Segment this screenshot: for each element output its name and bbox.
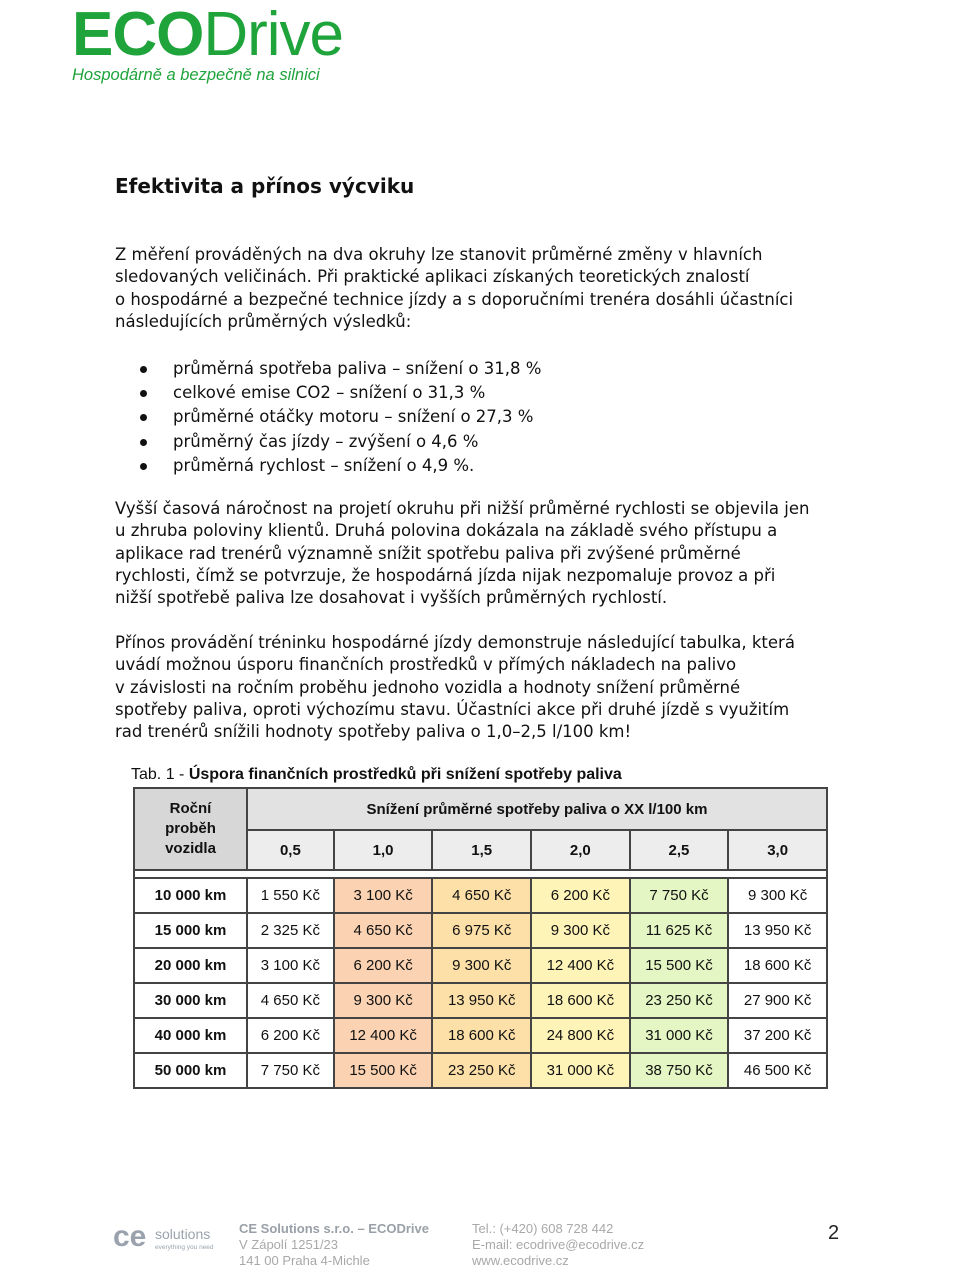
header-line: Roční xyxy=(169,800,212,817)
text-line: spotřeby paliva, oproti výchozímu stavu. Účastníci akce při druhé jízdě s využitím xyxy=(115,699,790,719)
table-cell: 11 625 Kč xyxy=(630,913,729,948)
table-cell: 7 750 Kč xyxy=(247,1053,334,1088)
text-line: aplikace rad trenérů významně snížit spotřebu paliva při zvýšené průměrné xyxy=(115,543,741,563)
footer-address xyxy=(239,1221,429,1267)
logo-tagline: Hospodárně a bezpečně na silnici xyxy=(72,66,320,84)
caption-prefix: Tab. 1 - xyxy=(131,766,189,783)
list-item: průměrné otáčky motoru – snížení o 27,3 % xyxy=(140,405,541,429)
page-number: 2 xyxy=(828,1222,840,1244)
text-line: Přínos provádění tréninku hospodárné jízdy demonstruje následující tabulka, která xyxy=(115,633,795,652)
table-row xyxy=(134,983,827,1018)
header-line: vozidla xyxy=(165,840,216,857)
table-cell: 38 750 Kč xyxy=(630,1053,729,1088)
footer-company: CE Solutions s.r.o. – ECODrive xyxy=(239,1221,429,1236)
text-line: nižší spotřebě paliva lze dosahovat i vyšších průměrných rychlostí. xyxy=(115,588,668,608)
table-row xyxy=(134,948,827,983)
row-mileage: 50 000 km xyxy=(134,1053,247,1088)
table-cell: 9 300 Kč xyxy=(334,983,433,1018)
table-cell: 24 800 Kč xyxy=(531,1018,630,1053)
table-cell: 6 200 Kč xyxy=(334,948,433,983)
table-cell: 18 600 Kč xyxy=(728,948,827,983)
table-caption xyxy=(131,766,622,784)
table-cell: 6 200 Kč xyxy=(531,878,630,913)
logo-eco: ECO xyxy=(72,0,204,69)
list-item: celkové emise CO2 – snížení o 31,3 % xyxy=(140,381,541,405)
table-cell: 9 300 Kč xyxy=(432,948,531,983)
table-cell: 13 950 Kč xyxy=(432,983,531,1018)
table-row xyxy=(134,1053,827,1088)
text-line: Z měření prováděných na dva okruhy lze stanovit průměrné změny v hlavních xyxy=(115,245,763,264)
table-cell: 6 975 Kč xyxy=(432,913,531,948)
footer-city: 141 00 Praha 4-Michle xyxy=(239,1253,370,1267)
logo-solutions: solutions xyxy=(155,1226,211,1242)
logo-wordmark xyxy=(72,2,343,68)
footer-street: V Zápolí 1251/23 xyxy=(239,1237,339,1252)
paragraph-analysis xyxy=(115,498,855,609)
paragraph-intro xyxy=(115,244,855,333)
list-item: průměrná rychlost – snížení o 4,9 %. xyxy=(140,454,541,478)
table-cell: 4 650 Kč xyxy=(247,983,334,1018)
table-cell: 46 500 Kč xyxy=(728,1053,827,1088)
footer-web: www.ecodrive.cz xyxy=(472,1253,569,1267)
text-line: následujících průměrných výsledků: xyxy=(115,311,412,331)
table-cell: 15 500 Kč xyxy=(630,948,729,983)
row-mileage: 40 000 km xyxy=(134,1018,247,1053)
row-mileage: 30 000 km xyxy=(134,983,247,1018)
table-cell: 6 200 Kč xyxy=(247,1018,334,1053)
text-line: uvádí možnou úsporu finančních prostředků v přímých nákladech na palivo xyxy=(115,655,737,675)
table-cell: 23 250 Kč xyxy=(630,983,729,1018)
table-row xyxy=(134,913,827,948)
results-list xyxy=(140,357,541,478)
table-cell: 9 300 Kč xyxy=(728,878,827,913)
footer-contact xyxy=(472,1221,644,1267)
text-line: rad trenérů snížili hodnoty spotřeby paliva o 1,0–2,5 l/100 km! xyxy=(115,722,632,742)
footer-phone: Tel.: (+420) 608 728 442 xyxy=(472,1221,614,1236)
text-line: sledovaných veličinách. Při praktické aplikaci získaných teoretických znalostí xyxy=(115,267,750,287)
header-reduction-value: 2,5 xyxy=(630,830,729,870)
table-cell: 4 650 Kč xyxy=(432,878,531,913)
row-mileage: 10 000 km xyxy=(134,878,247,913)
table-cell: 31 000 Kč xyxy=(531,1053,630,1088)
text-line: rychlosti, čímž se potvrzuje, že hospodárná jízda nijak nezpomaluje provoz a při xyxy=(115,565,776,585)
row-mileage: 20 000 km xyxy=(134,948,247,983)
table-cell: 4 650 Kč xyxy=(334,913,433,948)
table-cell: 2 325 Kč xyxy=(247,913,334,948)
list-item: průměrný čas jízdy – zvýšení o 4,6 % xyxy=(140,430,541,454)
table-cell: 12 400 Kč xyxy=(531,948,630,983)
table-cell: 9 300 Kč xyxy=(531,913,630,948)
header-reduction-value: 2,0 xyxy=(531,830,630,870)
page-title: Efektivita a přínos výcviku xyxy=(115,174,415,198)
list-item: průměrná spotřeba paliva – snížení o 31,8 % xyxy=(140,357,541,381)
table-cell: 23 250 Kč xyxy=(432,1053,531,1088)
table-cell: 27 900 Kč xyxy=(728,983,827,1018)
footer-email: E-mail: ecodrive@ecodrive.cz xyxy=(472,1237,645,1252)
header-annual-mileage xyxy=(134,788,247,870)
header-reduction-value: 1,5 xyxy=(432,830,531,870)
table-cell: 13 950 Kč xyxy=(728,913,827,948)
row-mileage: 15 000 km xyxy=(134,913,247,948)
logo-tagline-small: everything you need xyxy=(155,1244,214,1251)
table-cell: 12 400 Kč xyxy=(334,1018,433,1053)
savings-table xyxy=(133,787,828,1089)
table-cell: 18 600 Kč xyxy=(432,1018,531,1053)
header-line: proběh xyxy=(165,820,216,837)
ecodrive-logo xyxy=(72,2,343,85)
text-line: o hospodárné a bezpečné technice jízdy a s doporučními trenéra dosáhli účastníci xyxy=(115,289,794,309)
logo-drive: Drive xyxy=(203,0,344,69)
ce-solutions-logo xyxy=(113,1222,223,1256)
table-row xyxy=(134,1018,827,1053)
header-consumption-reduction: Snížení průměrné spotřeby paliva o XX l/100 km xyxy=(247,788,827,830)
text-line: Vyšší časová náročnost na projetí okruhu při nižší průměrné rychlosti se objevila jen xyxy=(115,499,810,518)
table-cell: 1 550 Kč xyxy=(247,878,334,913)
table-cell: 37 200 Kč xyxy=(728,1018,827,1053)
table-cell: 31 000 Kč xyxy=(630,1018,729,1053)
logo-ce: ce xyxy=(113,1220,147,1253)
caption-title: Úspora finančních prostředků při snížení spotřeby paliva xyxy=(188,766,622,783)
header-reduction-value: 0,5 xyxy=(247,830,334,870)
table-cell: 3 100 Kč xyxy=(247,948,334,983)
text-line: u zhruba poloviny klientů. Druhá polovina dokázala na základě svého přístupu a xyxy=(115,521,778,541)
paragraph-benefit xyxy=(115,632,855,743)
table-row xyxy=(134,878,827,913)
table-cell: 7 750 Kč xyxy=(630,878,729,913)
header-reduction-value: 1,0 xyxy=(334,830,433,870)
table-cell: 18 600 Kč xyxy=(531,983,630,1018)
header-reduction-value: 3,0 xyxy=(728,830,827,870)
text-line: v závislosti na ročním proběhu jednoho vozidla a hodnoty snížení průměrné xyxy=(115,677,741,697)
table-cell: 15 500 Kč xyxy=(334,1053,433,1088)
table-cell: 3 100 Kč xyxy=(334,878,433,913)
